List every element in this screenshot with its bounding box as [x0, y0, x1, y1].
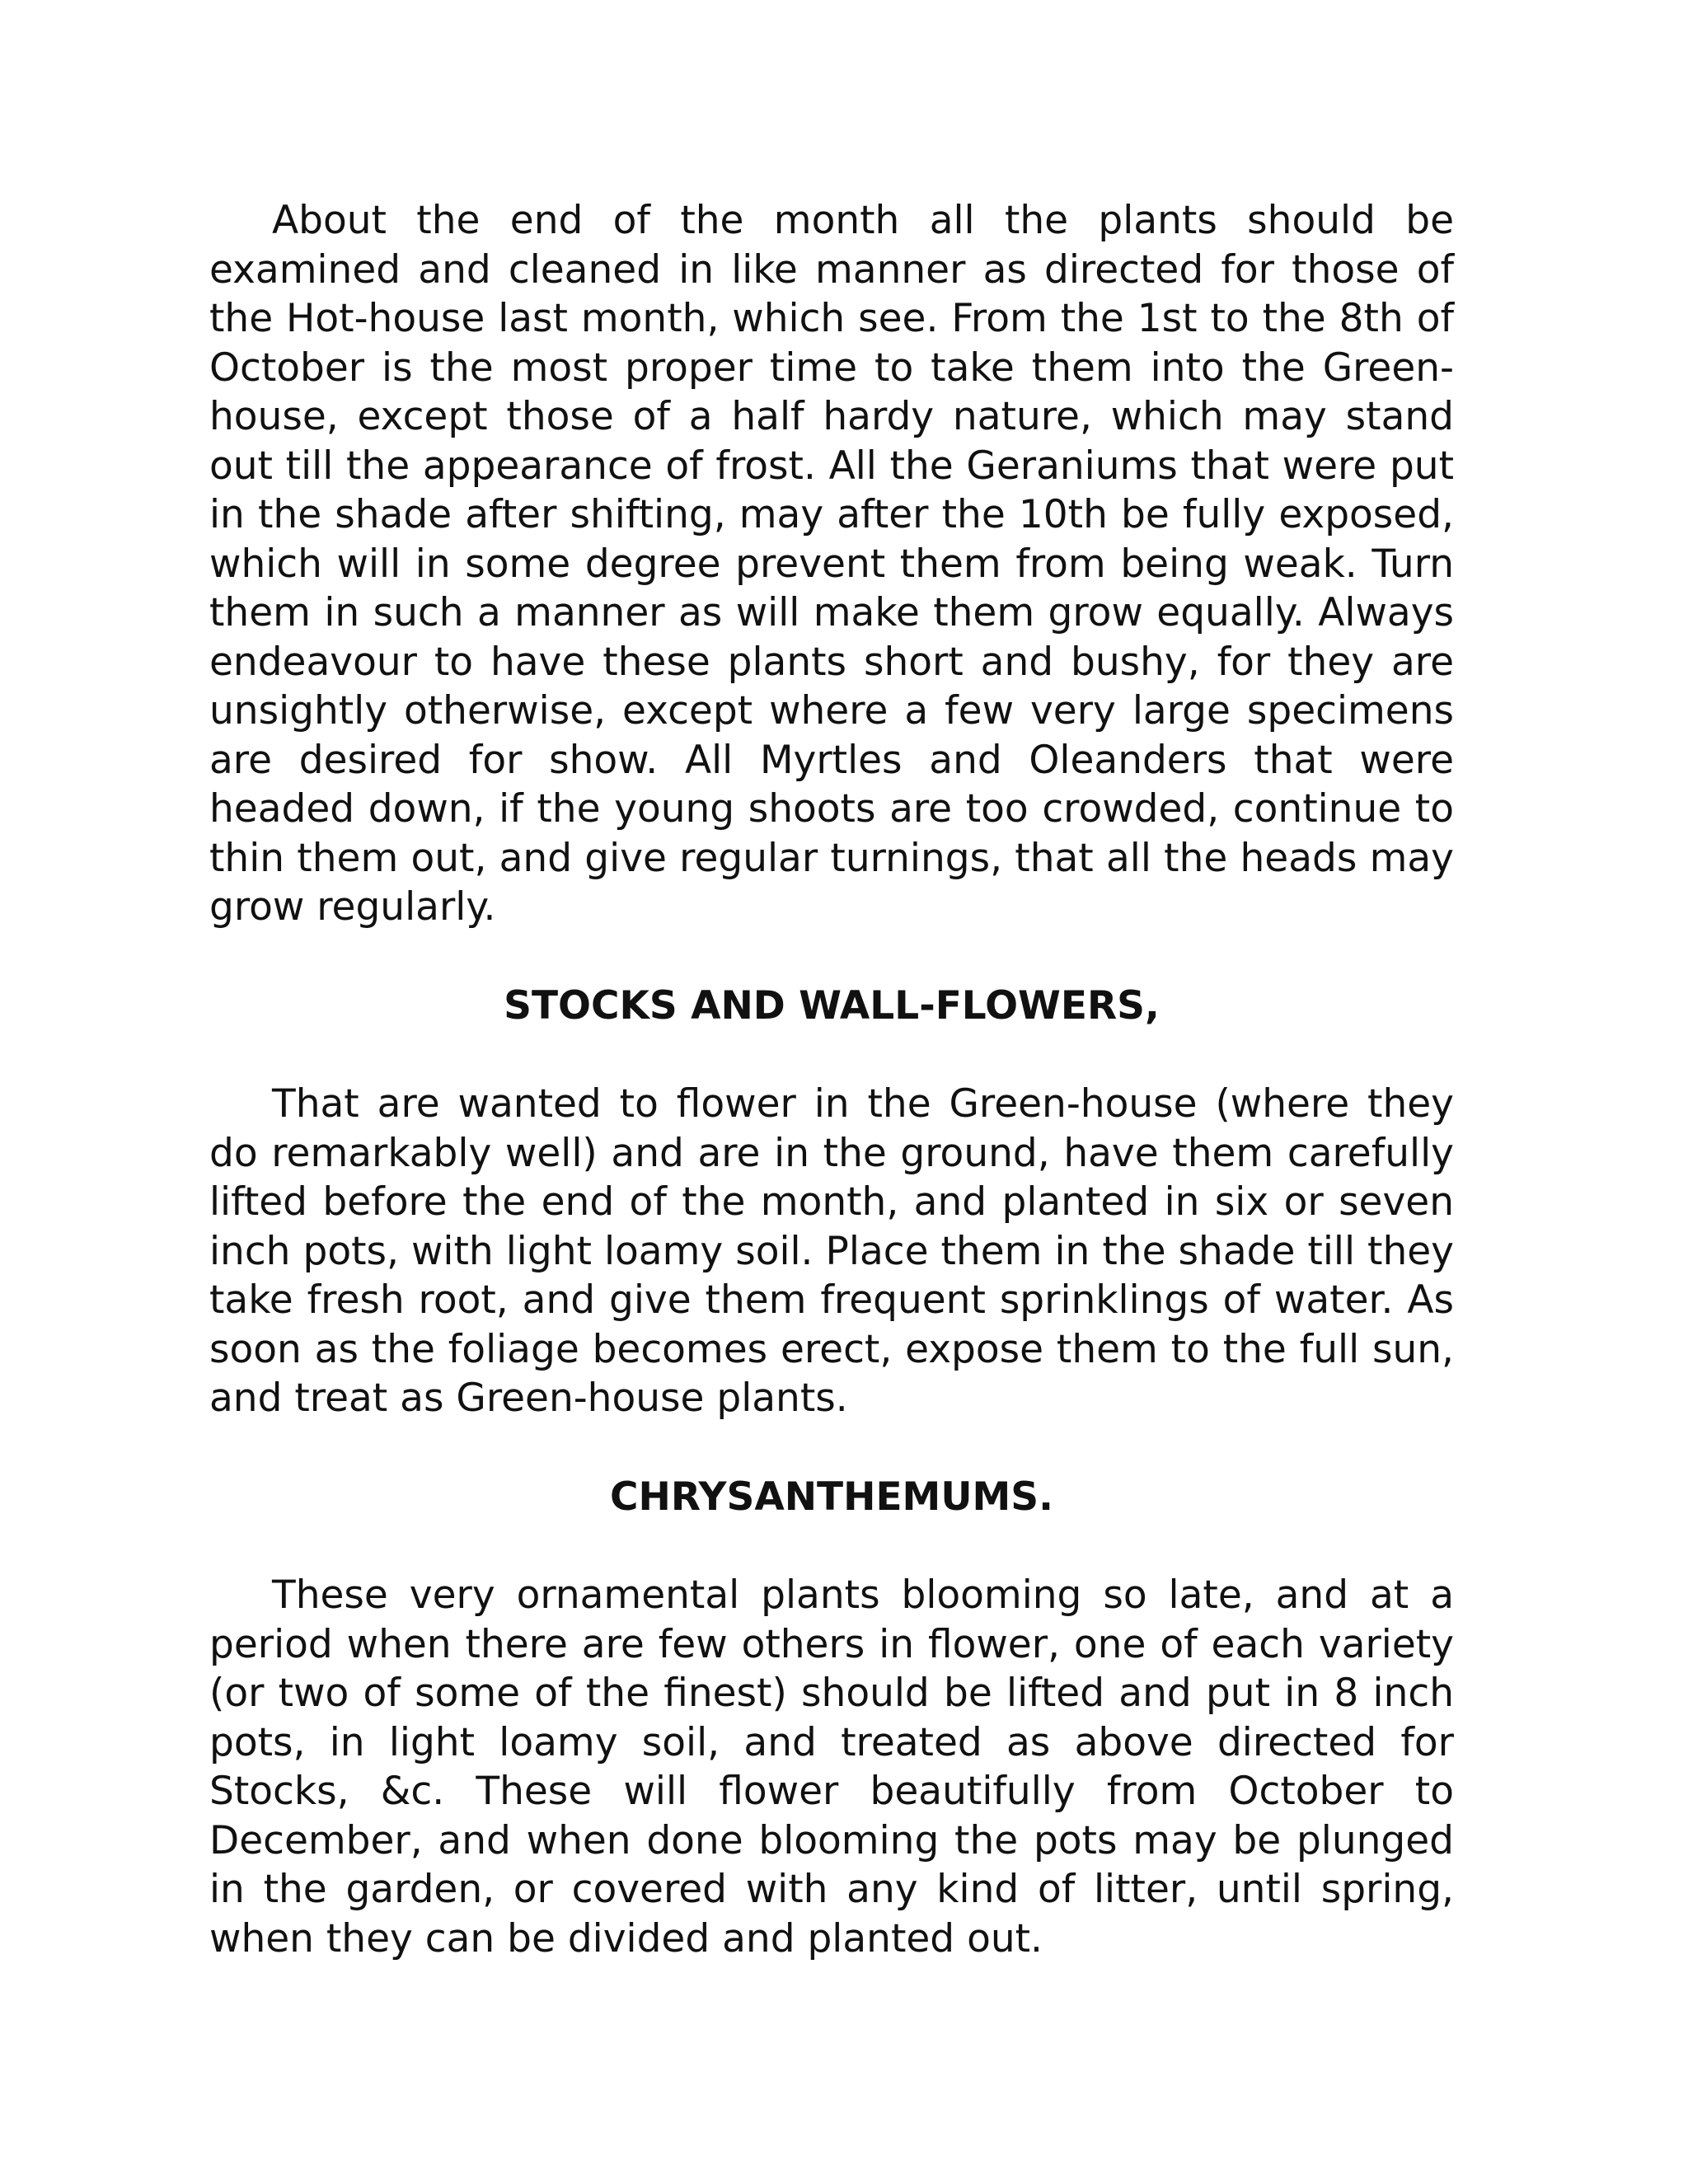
stocks-heading: STOCKS AND WALL-FLOWERS, — [504, 982, 1160, 1029]
chrysanthemums-paragraph: These very ornamental plants blooming so late, and at a period when there are few others in flower, one of each variety (or two of some of the finest) should be lifted and put in 8 inch pots, in light loamy soil, and treated as above directed for Stocks, &c. These will flower beautifully from October to December, and when done blooming the pots may be plunged in the garden, or covered with any kind of litter, until spring, when they can be divided and planted out. — [209, 1572, 1454, 1961]
chrysanthemums-heading: CHRYSANTHEMUMS. — [610, 1474, 1053, 1520]
intro-paragraph: About the end of the month all the plants should be examined and cleaned in like manner as directed for those of the Hot-house last month, which see. From the 1st to the 8th of October is the most proper time to take them into the Green-house, except those of a half hardy nature, which may stand out till the appearance of frost. All the Geraniums that were put in the shade after shifting, may after the 10th be fully exposed, which will in some degree prevent them from being weak. Turn them in such a manner as will make them grow equally. Always endeavour to have these plants short and bushy, for they are unsightly otherwise, except where a few very large specimens are desired for show. All Myrtles and Oleanders that were headed down, if the young shoots are too crowded, continue to thin them out, and give regular turnings, that all the heads may grow regularly. — [209, 198, 1454, 930]
document-page — [209, 196, 1454, 1963]
stocks-paragraph: That are wanted to flower in the Green-house (where they do remarkably well) and are in the ground, have them carefully lifted before the end of the month, and planted in six or seven inch pots, with light loamy soil. Place them in the shade till they take fresh root, and give them frequent sprinklings of water. As soon as the foliage becomes erect, expose them to the full sun, and treat as Green-house plants. — [209, 1081, 1454, 1421]
